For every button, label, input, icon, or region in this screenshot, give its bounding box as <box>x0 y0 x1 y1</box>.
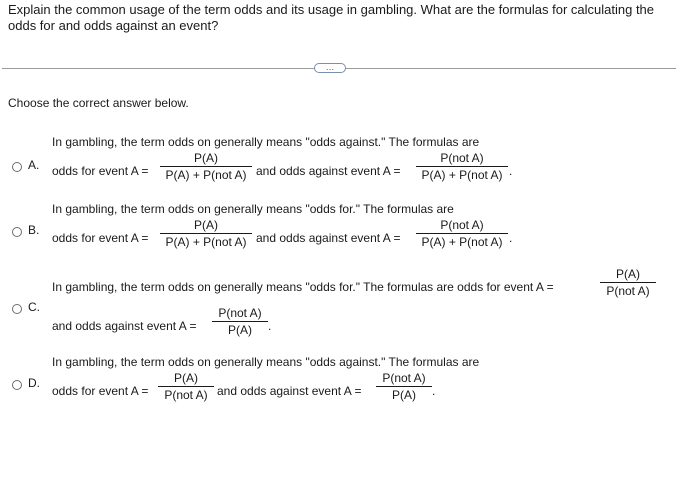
fraction-denominator: P(A) + P(not A) <box>165 235 247 249</box>
option-c-mid-label: and odds against event A = <box>52 319 197 333</box>
fraction-numerator: P(A) <box>174 371 198 385</box>
option-b-for-fraction <box>160 218 252 249</box>
fraction-numerator: P(not A) <box>440 218 484 232</box>
fraction-denominator: P(A) + P(not A) <box>421 168 503 182</box>
fraction-denominator: P(A) + P(not A) <box>421 235 503 249</box>
option-a-mid-label: and odds against event A = <box>256 164 401 178</box>
fraction-bar <box>212 321 268 322</box>
option-c-end: . <box>268 319 272 333</box>
option-b-end: . <box>509 231 513 245</box>
ellipsis-icon: … <box>325 61 335 72</box>
fraction-bar <box>416 166 508 167</box>
question-text: Explain the common usage of the term odds and its usage in gambling. What are the formulas for calculating the odds for and odds against an event? <box>8 2 655 33</box>
fraction-bar <box>158 386 214 387</box>
fraction-bar <box>600 282 656 283</box>
option-d-for-fraction <box>158 371 214 402</box>
option-c-radio[interactable] <box>12 304 22 314</box>
option-a-letter: A. <box>28 158 40 172</box>
option-d-mid-label: and odds against event A = <box>217 384 362 398</box>
option-b-for-label: odds for event A = <box>52 231 149 245</box>
fraction-denominator: P(A) + P(not A) <box>165 168 247 182</box>
option-a-radio[interactable] <box>12 162 22 172</box>
option-b-sentence: In gambling, the term odds on generally means "odds for." The formulas are <box>52 202 454 216</box>
fraction-bar <box>160 166 252 167</box>
option-b-against-fraction <box>416 218 508 249</box>
fraction-bar <box>416 233 508 234</box>
option-a-sentence: In gambling, the term odds on generally means "odds against." The formulas are <box>52 135 480 149</box>
fraction-denominator: P(A) <box>228 323 252 337</box>
fraction-denominator: P(not A) <box>606 284 650 298</box>
fraction-numerator: P(not A) <box>218 306 262 320</box>
option-c-for-fraction <box>600 267 656 298</box>
option-b-letter: B. <box>28 223 40 237</box>
option-a-for-fraction <box>160 151 252 182</box>
fraction-bar <box>376 386 432 387</box>
more-button[interactable] <box>314 63 346 73</box>
fraction-numerator: P(A) <box>194 218 218 232</box>
option-c-letter: C. <box>28 300 40 314</box>
instruction-text: Choose the correct answer below. <box>8 96 189 110</box>
option-a-end: . <box>509 164 513 178</box>
option-b-radio[interactable] <box>12 227 22 237</box>
fraction-denominator: P(not A) <box>164 388 208 402</box>
option-d-sentence: In gambling, the term odds on generally means "odds against." The formulas are <box>52 355 480 369</box>
fraction-numerator: P(A) <box>616 267 640 281</box>
fraction-numerator: P(not A) <box>382 371 426 385</box>
option-a-for-label: odds for event A = <box>52 164 149 178</box>
option-a-against-fraction <box>416 151 508 182</box>
option-c-sentence: In gambling, the term odds on generally means "odds for." The formulas are odds for event A = <box>52 280 554 294</box>
option-d-radio[interactable] <box>12 380 22 390</box>
fraction-bar <box>160 233 252 234</box>
option-c-against-fraction <box>212 306 268 337</box>
option-d-letter: D. <box>28 376 40 390</box>
option-d-against-fraction <box>376 371 432 402</box>
fraction-numerator: P(not A) <box>440 151 484 165</box>
fraction-denominator: P(A) <box>392 388 416 402</box>
fraction-numerator: P(A) <box>194 151 218 165</box>
option-b-mid-label: and odds against event A = <box>256 231 401 245</box>
option-d-for-label: odds for event A = <box>52 384 149 398</box>
option-d-end: . <box>432 384 436 398</box>
